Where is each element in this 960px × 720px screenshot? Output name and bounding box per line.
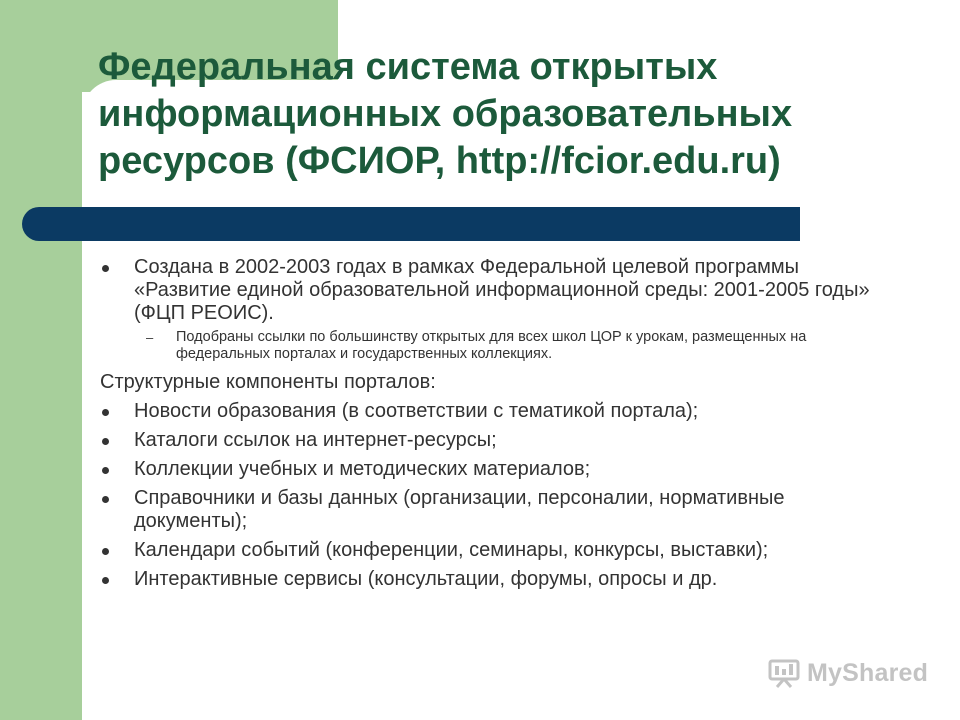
watermark-logo xyxy=(767,657,928,689)
list-item xyxy=(100,429,890,452)
bullet-icon xyxy=(102,409,109,416)
list-item xyxy=(100,256,890,325)
bullet-icon xyxy=(102,467,109,474)
list-item-text: Создана в 2002-2003 годах в рамках Федеральной целевой программы «Развитие единой образовательной информационной среды: 2001-2005 годы» (ФЦП РЕОИС). xyxy=(134,256,870,324)
bullet-icon xyxy=(102,577,109,584)
list-item-text: Календари событий (конференции, семинары, конкурсы, выставки); xyxy=(134,539,769,561)
list-item-text: Интерактивные сервисы (консультации, форумы, опросы и др. xyxy=(134,568,718,590)
list-item xyxy=(100,487,890,533)
sub-list-item xyxy=(100,329,890,363)
slide-title: Федеральная система открытых информационных образовательных ресурсов (ФСИОР, http://fcior.edu.ru) xyxy=(98,46,793,182)
decor-green-band xyxy=(0,0,82,720)
list-item-text: Коллекции учебных и методических материалов; xyxy=(134,458,591,480)
sub-list-item-text: Подобраны ссылки по большинству открытых для всех школ ЦОР к урокам, размещенных на федеральных порталах и государственных коллекциях. xyxy=(176,329,807,362)
list-item xyxy=(100,400,890,423)
slide-body xyxy=(100,250,890,591)
list-item xyxy=(100,458,890,481)
bullet-icon xyxy=(102,265,109,272)
dash-icon: – xyxy=(146,330,154,345)
title-underline-bar xyxy=(22,207,800,241)
presentation-board-icon xyxy=(767,657,801,689)
watermark-text: MyShared xyxy=(807,658,929,687)
list-item xyxy=(100,539,890,562)
bullet-icon xyxy=(102,438,109,445)
bullet-icon xyxy=(102,548,109,555)
section-heading: Структурные компоненты порталов: xyxy=(100,371,436,393)
list-item-text: Новости образования (в соответствии с тематикой портала); xyxy=(134,400,699,422)
list-item-text: Справочники и базы данных (организации, персоналии, нормативные документы); xyxy=(134,487,785,532)
list-item-text: Каталоги ссылок на интернет-ресурсы; xyxy=(134,429,497,451)
list-item xyxy=(100,568,890,591)
bullet-icon xyxy=(102,496,109,503)
